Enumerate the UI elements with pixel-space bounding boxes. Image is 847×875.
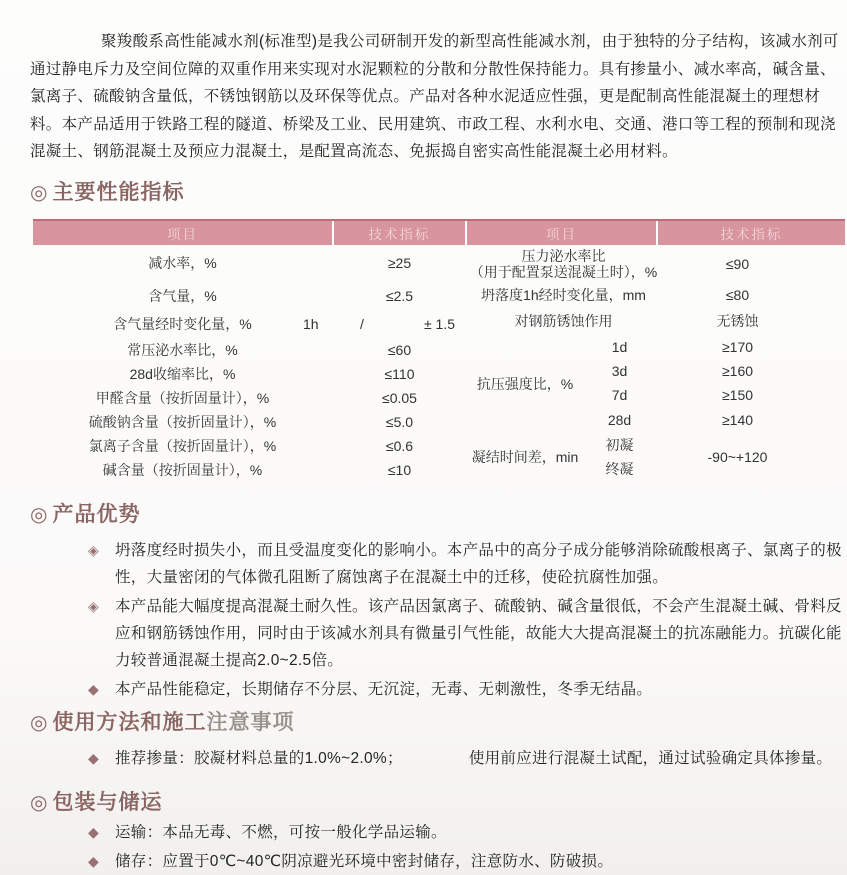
table-cell-label: 坍落度1h经时变化量，mm — [481, 287, 646, 303]
performance-table — [33, 219, 845, 485]
table-cell-label: 对钢筋锈蚀作用 — [514, 313, 613, 329]
table-cell-age: 1d — [611, 339, 628, 355]
section-marker-icon: ◎ — [30, 712, 49, 734]
diamond-bullet-icon: ◆ — [88, 750, 99, 766]
usage-dosage-text: 推荐掺量：胶凝材料总量的1.0%~2.0%； — [115, 750, 403, 767]
table-cell-value: ± 1.5 — [423, 316, 456, 332]
diamond-bullet-icon: ◆ — [88, 824, 99, 840]
table-cell-value: ≥160 — [721, 363, 754, 379]
table-row — [33, 281, 467, 311]
section-marker-icon: ◎ — [30, 504, 49, 526]
table-cell-label: 含气量经时变化量，% — [113, 316, 252, 332]
table-cell-value: ≥25 — [387, 255, 412, 271]
intro-paragraph: 聚羧酸系高性能减水剂(标准型)是我公司研制开发的新型高性能减水剂，由于独特的分子结构，该减水剂可通过静电斥力及空间位障的双重作用来实现对水泥颗粒的分散和分散性保持能力。具有掺量小、减水率高，碱含量、氯离子、硫酸钠含量低，不锈蚀钢筋以及环保等优点。产品对各种水泥适应性强，更是配制高性能混凝土的理想材料。本产品适用于铁路工程的隧道、桥梁及工业、民用建筑、市政工程、水利水电、交通、港口等工程的预制和现浇混凝土、钢筋混凝土及预应力混凝土，是配置高流态、免振捣自密实高性能混凝土必用材料。 — [30, 33, 839, 160]
table-cell-age: 7d — [611, 387, 628, 403]
table-row — [33, 337, 467, 362]
packaging-bullet-list — [88, 819, 845, 875]
bullet-text: 运输：本品无毒、不燃，可按一般化学品运输。 — [115, 824, 447, 841]
table-cell-value: ≤5.0 — [385, 414, 414, 430]
table-cell-label: 28d收缩率比，% — [129, 366, 236, 382]
table-cell-value: -90~+120 — [707, 449, 768, 465]
diamond-bullet-icon: ◈ — [88, 598, 99, 614]
usage-bullet-list — [88, 745, 845, 774]
table-cell-value: ≤80 — [725, 287, 750, 303]
bullet-text: 本产品能大幅度提高混凝土耐久性。该产品因氯离子、硫酸钠、碱含量很低，不会产生混凝土碱、骨料反应和钢筋锈蚀作用，同时由于该减水剂具有微量引气性能，故能大大提高混凝土的抗冻融能力。抗碳化能力较普通混凝土提高2.0~2.5倍。 — [115, 598, 842, 669]
table-cell-value: ≥150 — [721, 387, 754, 403]
table-header-item-right: 项目 — [467, 221, 656, 245]
table-cell-label: 抗压强度比，% — [476, 376, 574, 392]
diamond-bullet-icon: ◈ — [88, 542, 99, 558]
table-cell-value: ≤2.5 — [385, 288, 414, 304]
table-cell-value: ≤60 — [387, 341, 412, 358]
usage-trial-text: 使用前应进行混凝土试配，通过试验确定具体掺量。 — [468, 750, 833, 767]
table-cell-value: ≤10 — [387, 462, 412, 478]
section-title-usage-faded: 注意事项 — [206, 711, 295, 734]
bullet-text: 储存：应置于0℃~40℃阴凉避光环境中密封储存，注意防水、防破损。 — [115, 853, 614, 870]
section-marker-icon: ◎ — [30, 792, 49, 814]
table-cell-value: 无锈蚀 — [716, 313, 759, 329]
table-cell-value: ≤110 — [384, 366, 415, 382]
table-row — [33, 245, 467, 281]
table-cell-label: 减水率，% — [148, 255, 217, 271]
table-cell-label: 碱含量（按折固量计），% — [102, 462, 263, 478]
section-heading-advantages — [30, 498, 140, 528]
table-cell-label: 含气量，% — [148, 288, 217, 304]
section-title-performance: 主要性能指标 — [52, 181, 185, 204]
table-header-indicator-left: 技术指标 — [334, 221, 465, 245]
table-header-row — [33, 219, 845, 245]
bullet-text: 本产品性能稳定，长期储存不分层、无沉淀，无毒、无刺激性，冬季无结晶。 — [115, 681, 653, 698]
table-cell-label — [469, 245, 658, 283]
section-marker-icon: ◎ — [30, 182, 49, 204]
section-title-advantages: 产品优势 — [52, 503, 141, 526]
table-cell-label: 硫酸钠含量（按折固量计），% — [88, 414, 277, 430]
table-cell-sub: 初凝 — [605, 437, 634, 453]
table-cell-value: ≤0.05 — [382, 390, 417, 406]
pressure-bleed-label-line1: 压力泌水率比 — [521, 248, 606, 264]
diamond-bullet-icon: ◆ — [88, 853, 99, 869]
list-item — [88, 848, 845, 875]
table-row — [33, 458, 467, 482]
table-cell-label: 常压泌水率比，% — [127, 341, 238, 358]
table-row — [33, 362, 467, 386]
table-cell-age: 3d — [611, 363, 628, 379]
table-cell-label: 凝结时间差，min — [471, 449, 579, 465]
table-row — [33, 386, 467, 410]
section-heading-packaging — [30, 786, 162, 816]
section-heading-usage — [30, 706, 294, 736]
table-cell-value: ≤0.6 — [385, 438, 414, 454]
table-row — [33, 410, 467, 434]
table-cell-sub: 1h — [303, 316, 319, 332]
table-cell-age: 28d — [607, 412, 632, 428]
bullet-text — [115, 745, 845, 772]
table-right-body — [469, 245, 845, 481]
table-cell-label: 甲醛含量（按折固量计），% — [95, 390, 270, 406]
table-row — [33, 311, 467, 337]
table-cell-value: ≥170 — [721, 339, 754, 355]
bullet-text: 坍落度经时损失小，而且受温度变化的影响小。本产品中的高分子成分能够消除硫酸根离子、氯离子的极性，大量密闭的气体微孔阻断了腐蚀离子在混凝土中的迁移，使砼抗腐性加强。 — [115, 542, 842, 586]
table-row — [33, 434, 467, 458]
list-item — [88, 537, 845, 591]
table-left-body — [33, 245, 467, 482]
list-item — [88, 745, 845, 772]
list-item — [88, 676, 845, 703]
table-cell-label: 氯离子含量（按折固量计），% — [88, 438, 277, 454]
diamond-bullet-icon: ◆ — [88, 681, 99, 697]
advantages-bullet-list — [88, 537, 845, 705]
list-item — [88, 593, 845, 674]
section-title-packaging: 包装与储运 — [52, 791, 163, 814]
pressure-bleed-label-line2: （用于配置泵送混凝土时），% — [469, 264, 658, 280]
table-cell-value: ≥140 — [721, 412, 754, 428]
table-cell-value: ≤90 — [725, 256, 750, 272]
list-item — [88, 819, 845, 846]
table-header-item-left: 项目 — [33, 221, 332, 245]
table-header-indicator-right: 技术指标 — [658, 221, 845, 245]
section-title-usage-main: 使用方法和施工 — [52, 711, 207, 734]
table-cell-sub: / — [360, 316, 364, 332]
table-cell-sub: 终凝 — [605, 461, 634, 477]
section-heading-performance — [30, 176, 184, 206]
